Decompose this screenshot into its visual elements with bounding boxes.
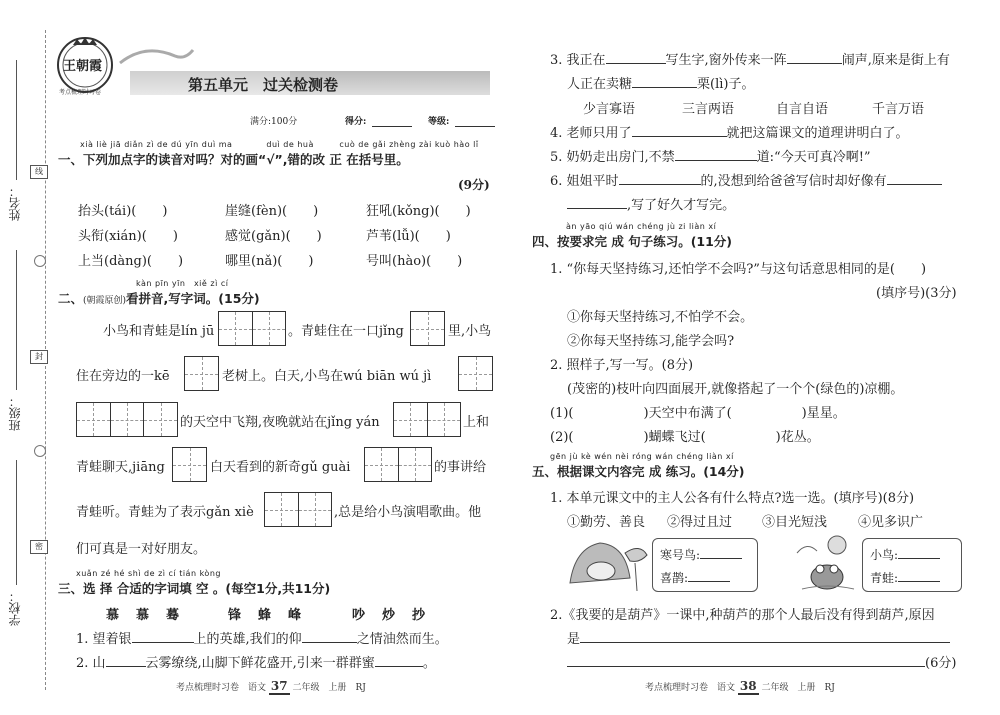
blank-field[interactable] <box>787 62 842 64</box>
writing-grid[interactable] <box>76 402 178 437</box>
box2-label-a <box>870 546 940 563</box>
blank-field[interactable] <box>632 135 727 137</box>
q-text: 写生字,窗外传来一阵 <box>665 53 787 68</box>
label-text: 青蛙: <box>870 571 899 585</box>
page-number: 38 <box>739 679 757 693</box>
s5-choice: ①勤劳、善良 <box>567 515 646 530</box>
q-text: (1)( <box>550 406 574 421</box>
s1-item: 感觉(gǎn)( ) <box>225 229 322 244</box>
s1-item: 芦苇(lǚ)( ) <box>366 229 451 244</box>
q-text: 道:“今天可真冷啊!” <box>756 150 871 165</box>
s3-q1-text: 上的英雄,我们的仰 <box>193 632 302 647</box>
q-text: 的,没想到给爸爸写信时却好像有 <box>700 174 887 189</box>
s2-line4a: 青蛙聊天,jiāng <box>76 460 165 475</box>
s2-title-text: 看拼音,写字词。(15分) <box>126 291 260 306</box>
blank-field[interactable] <box>898 580 940 582</box>
blank-field[interactable] <box>132 641 194 643</box>
blank-field[interactable] <box>375 665 423 667</box>
writing-grid[interactable] <box>364 447 432 482</box>
footer-right <box>645 679 835 695</box>
q-text: )星星。 <box>801 406 846 421</box>
word-option: 少言寡语 <box>583 102 636 117</box>
s3-q1-text: 1. 望着银 <box>76 632 132 647</box>
s5-choice: ③目光短浅 <box>762 515 828 530</box>
box1-label-a <box>660 546 742 563</box>
q-text: 4. 老师只用了 <box>550 126 632 141</box>
box2-label-b <box>870 569 940 586</box>
char-group-2: 锋 蜂 峰 <box>228 608 304 623</box>
writing-grid[interactable] <box>218 311 286 346</box>
blank-field[interactable] <box>302 641 357 643</box>
blank-field[interactable] <box>606 62 666 64</box>
brand-logo <box>55 35 115 95</box>
blank-field[interactable] <box>700 557 742 559</box>
blank-field[interactable] <box>632 86 697 88</box>
s1-item: 抬头(tái)( ) <box>78 204 168 219</box>
q-score: (6分) <box>925 656 957 671</box>
label-text: 小鸟: <box>870 548 899 562</box>
q-text: )蝴蝶飞过( <box>643 430 706 445</box>
answer-line[interactable] <box>567 665 925 667</box>
class-line <box>16 250 17 390</box>
binding-hole-icon <box>34 445 46 457</box>
s3-q1-text: 之情油然而生。 <box>356 632 448 647</box>
label-text: 喜鹊: <box>660 571 689 585</box>
q-text: 是 <box>567 632 581 647</box>
q-text: 3. 我正在 <box>550 53 606 68</box>
page-number: 37 <box>270 679 288 693</box>
writing-grid[interactable] <box>393 402 461 437</box>
s2-line4c: 的事讲给 <box>434 460 487 475</box>
blank-field[interactable] <box>688 580 730 582</box>
s4-option-1: ①你每天坚持练习,不怕学不会。 <box>567 310 754 325</box>
writing-grid[interactable] <box>264 492 332 527</box>
page-title: 第五单元 过关检测卷 <box>188 76 339 94</box>
s5-q2-line2 <box>567 628 950 647</box>
box1-label-b <box>660 569 730 586</box>
class-label: 班级： <box>8 395 22 431</box>
s5-q2-line3 <box>567 652 956 671</box>
s5-choice: ②得过且过 <box>667 515 733 530</box>
s4-q1: 1. “你每天坚持练习,还怕学不会吗?”与这句话意思相同的是( ) <box>550 262 927 277</box>
cave-bird-illustration <box>565 533 655 593</box>
footer-text: 考点梳理时习卷 语文 <box>645 683 736 693</box>
word-option: 自言自语 <box>776 102 829 117</box>
grade-label: 等级: <box>428 117 450 127</box>
s3-q2-text: 云雾缭绕,山脚下鲜花盛开,引来一群群蜜 <box>145 656 375 671</box>
s2-line5a: 青蛙听。青蛙为了表示gǎn xiè <box>76 505 254 520</box>
s2-pinyin: kàn pīn yīn xiě zì cí <box>136 279 229 288</box>
r-q3-line1 <box>550 49 950 68</box>
q-text: 5. 奶奶走出房门,不禁 <box>550 150 675 165</box>
q-text: (2)( <box>550 430 574 445</box>
s2-line6: 们可真是一对好朋友。 <box>76 542 207 557</box>
r-q6-line2 <box>567 194 735 213</box>
blank-field[interactable] <box>106 665 146 667</box>
writing-grid[interactable] <box>410 311 445 346</box>
s1-item: 哪里(nǎ)( ) <box>225 254 314 269</box>
footer-text: 二年级 上册 RJ <box>292 683 366 693</box>
s1-item: 上当(dàng)( ) <box>78 254 184 269</box>
label-text: 寒号鸟: <box>660 548 701 562</box>
s4-pinyin: àn yāo qiú wán chéng jù zi liàn xí <box>566 222 717 231</box>
blank-field[interactable] <box>898 557 940 559</box>
word-option: 三言两语 <box>682 102 735 117</box>
school-line <box>16 460 17 585</box>
writing-grid[interactable] <box>184 356 219 391</box>
q-text: 人正在卖糖 <box>567 77 633 92</box>
s2-line4b: 白天看到的新奇gǔ guài <box>210 460 351 475</box>
footer-left <box>176 679 366 695</box>
blank-field[interactable] <box>567 207 627 209</box>
s1-item: 崖缝(fèn)( ) <box>225 204 319 219</box>
r-q6-line1 <box>550 170 942 189</box>
s1-title: 一、下列加点字的读音对吗？对的画“√”,错的改 正 在括号里。 <box>58 152 409 167</box>
s4-title: 四、按要求完 成 句子练习。(11分) <box>532 234 733 249</box>
s3-q2-text: 2. 山 <box>76 656 106 671</box>
s2-line1a: 小鸟和青蛙是lín jū <box>103 324 215 339</box>
s2-line2b: 老树上。白天,小鸟在wú biān wú jì <box>222 369 432 384</box>
s4-q1-score: (填序号)(3分) <box>876 286 957 301</box>
s1-item: 头衔(xián)( ) <box>78 229 178 244</box>
score-label: 得分: <box>345 117 367 127</box>
s3-q1 <box>76 628 448 647</box>
q-text: ,写了好久才写完。 <box>627 198 736 213</box>
grade-field[interactable] <box>455 125 495 127</box>
q-text: 闹声,原来是街上有 <box>841 53 950 68</box>
s4-option-2: ②你每天坚持练习,能学会吗? <box>567 334 735 349</box>
blank-field[interactable] <box>619 183 701 185</box>
s4-fill-1 <box>550 402 846 421</box>
footer-text: 考点梳理时习卷 语文 <box>176 683 267 693</box>
s1-item: 号叫(hào)( ) <box>366 254 463 269</box>
s2-line1c: 里,小鸟 <box>448 324 492 339</box>
score-field[interactable] <box>372 125 412 127</box>
q-text: )天空中布满了( <box>643 406 732 421</box>
logo-text: 王朝霞 <box>63 59 103 74</box>
s2-line3b: 上和 <box>463 415 490 430</box>
s2-line3a: 的天空中飞翔,夜晚就站在jǐng yán <box>180 415 380 430</box>
q-text: 就把这篇课文的道理讲明白了。 <box>726 126 909 141</box>
binding-hole-icon <box>34 255 46 267</box>
blank-field[interactable] <box>887 183 942 185</box>
name-label: 姓名： <box>8 185 22 221</box>
writing-grid[interactable] <box>458 356 493 391</box>
s5-pinyin: gēn jù kè wén nèi róng wán chéng liàn xí <box>550 452 734 461</box>
char-group-1: 慕 慕 蓦 <box>106 608 182 623</box>
s2-line2a: 住在旁边的一kē <box>76 369 170 384</box>
s1-score: (9分) <box>458 178 490 192</box>
seal-tag-2: 封 <box>30 350 48 364</box>
name-line <box>16 60 17 180</box>
answer-line[interactable] <box>580 641 950 643</box>
logo-subtext: 考点梳理时习卷 <box>59 89 102 96</box>
school-label: 学校： <box>8 590 22 626</box>
footer-text: 二年级 上册 RJ <box>761 683 835 693</box>
word-option: 千言万语 <box>872 102 925 117</box>
s2-line1b: 。青蛙住在一口jǐng <box>288 324 404 339</box>
blank-field[interactable] <box>675 159 757 161</box>
r-q5 <box>550 146 871 165</box>
s3-q2 <box>76 652 436 671</box>
r-q4 <box>550 122 909 141</box>
s3-q2-text: 。 <box>422 656 436 671</box>
q-text: 栗(lì)子。 <box>697 77 755 92</box>
s5-title: 五、根据课文内容完 成 练习。(14分) <box>532 464 745 479</box>
q-text: 6. 姐姐平时 <box>550 174 619 189</box>
s4-fill-2 <box>550 426 820 445</box>
char-group-3: 吵 炒 抄 <box>352 608 428 623</box>
r-q3-line2 <box>567 73 754 92</box>
s3-pinyin: xuǎn zé hé shì de zì cí tián kòng <box>76 569 221 578</box>
s5-q2-line1: 2.《我要的是葫芦》一课中,种葫芦的那个人最后没有得到葫芦,原因 <box>550 608 935 623</box>
s2-title-tag: (朝霞原创) <box>83 296 127 306</box>
s1-pinyin: xià liè jiā diǎn zì de dú yīn duì ma duì de huà cuò de gǎi zhèng zài kuò hào lǐ <box>80 140 479 149</box>
s5-q1: 1. 本单元课文中的主人公各有什么特点?选一选。(填序号)(8分) <box>550 491 915 506</box>
seal-tag-3: 密 <box>30 540 48 554</box>
s2-title-num: 二、 <box>58 291 84 306</box>
writing-grid[interactable] <box>172 447 207 482</box>
bird-frog-illustration <box>792 533 862 595</box>
s4-q2: 2. 照样子,写一写。(8分) <box>550 358 694 373</box>
s2-line5b: ,总是给小鸟演唱歌曲。他 <box>334 505 482 520</box>
s5-choice: ④见多识广 <box>858 515 924 530</box>
s3-title: 三、选 择 合适的字词填 空 。(每空1分,共11分) <box>58 581 331 596</box>
s4-example: (茂密的)枝叶向四面展开,就像搭起了一个个(绿色的)凉棚。 <box>567 382 904 397</box>
s1-item: 狂吼(kǒng)( ) <box>366 204 471 219</box>
full-score: 满分:100分 <box>250 117 298 127</box>
s2-title <box>58 288 260 307</box>
q-text: )花丛。 <box>775 430 820 445</box>
seal-tag-1: 线 <box>30 165 48 179</box>
